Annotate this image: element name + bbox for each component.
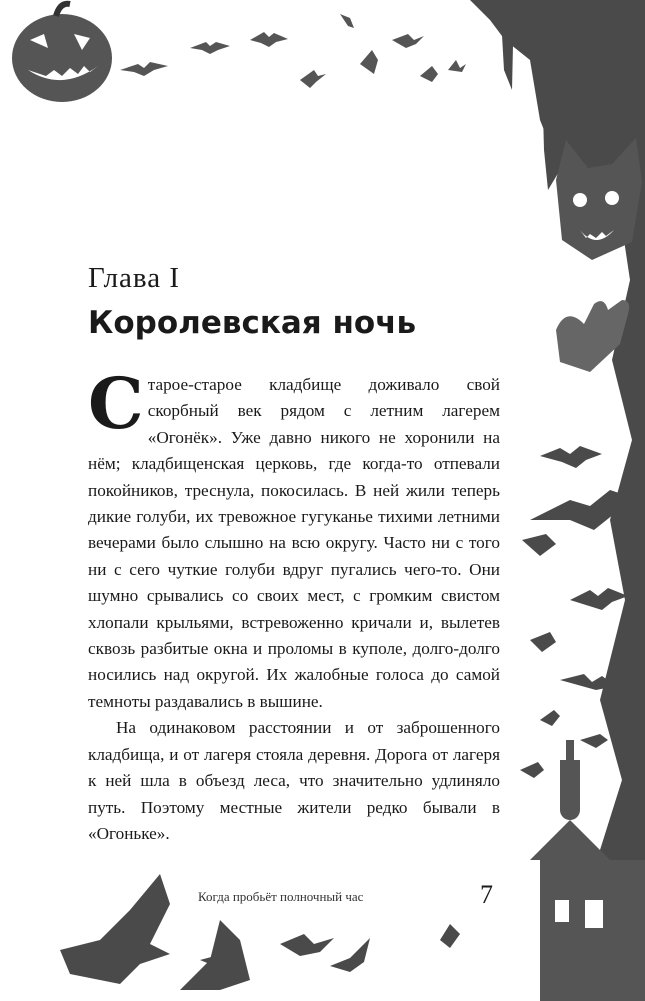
chapter-title: Королевская ночь	[88, 305, 417, 341]
page-number: 7	[480, 880, 493, 909]
chapter-label: Глава I	[88, 262, 181, 294]
paragraph-1	[88, 362, 500, 715]
paragraph-1-text: тарое-старое кладбище доживало свой скорбный век рядом с летним лагерем «Огонёк». Уже давно никого не хоронили на нём; кладбищенская церковь, где когда-то отпевали покойников, треснула, покосилась. В ней жили теперь дикие голуби, их тревожное гугуканье тихими летними вечерами было слышно на всю округу. Часто ни с того ни с сего чуткие голуби вдруг пугались чего-то. Они шумно срывались со своих мест, с громким свистом хлопали крыльями, встревоженно кричали и, вылетев сквозь разбитые окна и проломы в куполе, долго-долго носились над округой. Их жалобные голоса до самой темноты раздавались в вышине.	[88, 375, 500, 711]
footer-book-title: Когда пробьёт полночный час	[198, 889, 364, 904]
drop-cap: С	[88, 362, 144, 445]
pumpkin-icon	[12, 4, 112, 102]
body-text	[88, 362, 500, 847]
bats-top-icon	[120, 14, 466, 88]
paragraph-2: На одинаковом расстоянии и от заброшенного кладбища, и от лагеря стояла деревня. Дорога от лагеря к ней шла в объезд леса, что значительно удлиняло путь. Поэтому местные жители редко бывали в «Огоньке».	[88, 718, 500, 843]
